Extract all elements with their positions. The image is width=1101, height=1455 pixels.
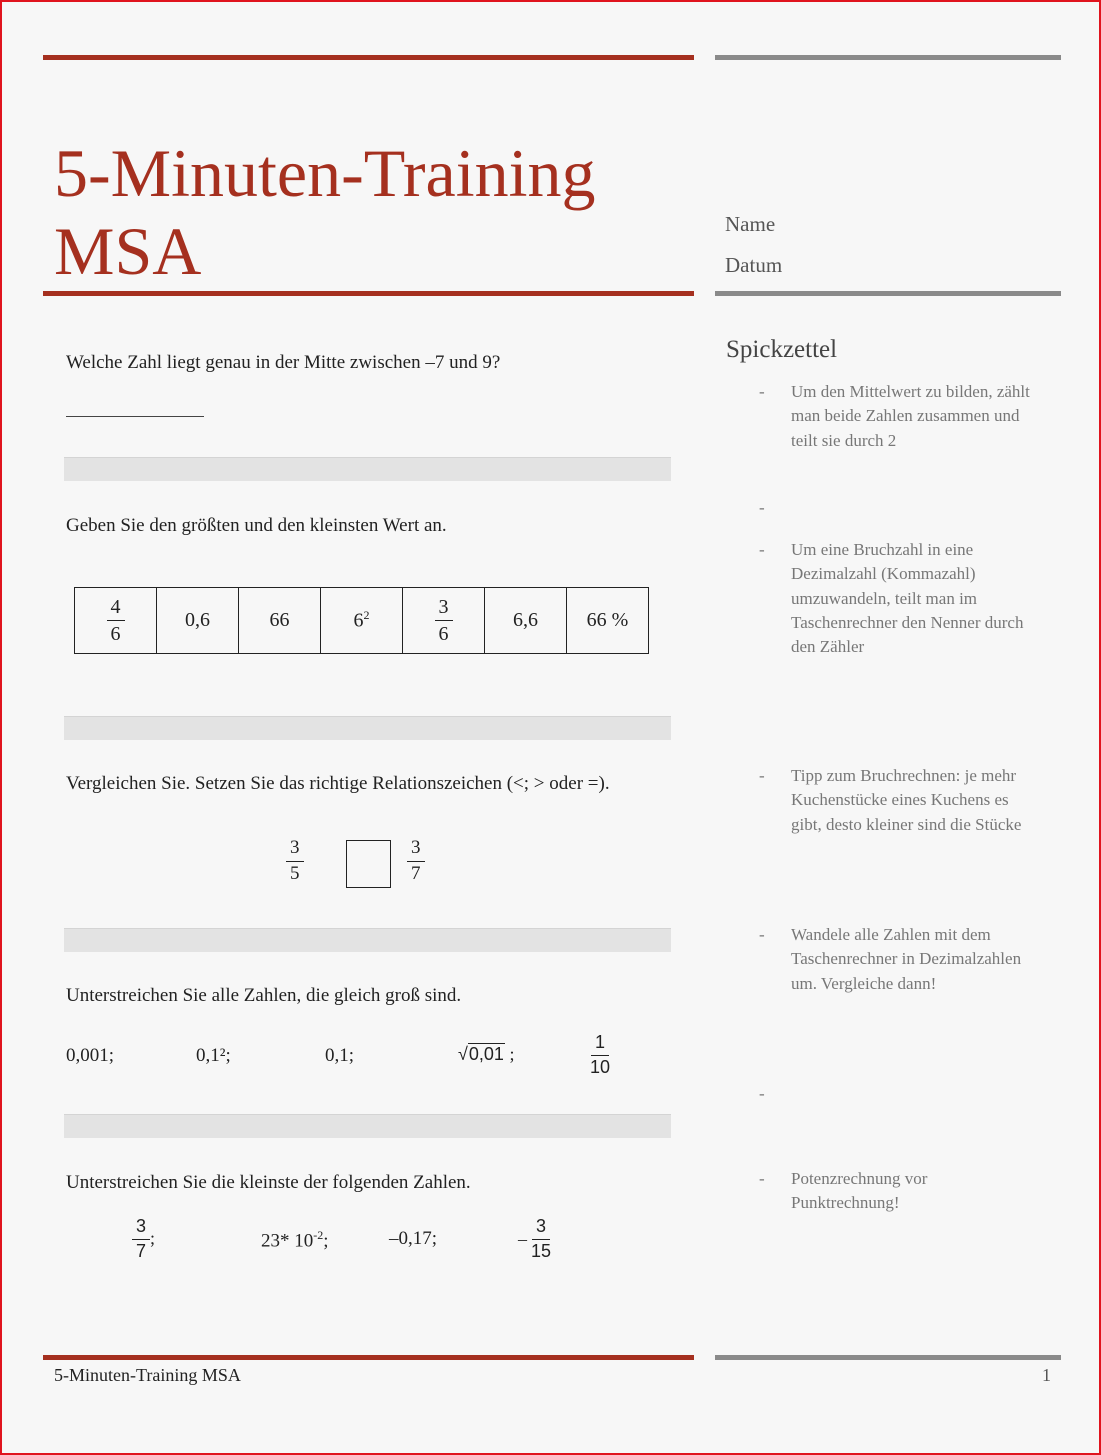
page-number: 1: [1042, 1365, 1051, 1385]
task-5-number-3[interactable]: –0,17;: [389, 1228, 438, 1249]
values-row: [75, 588, 649, 654]
root-sign: √: [458, 1044, 468, 1064]
value-cell-2[interactable]: 0,6: [157, 588, 239, 654]
task-separator-3: [64, 928, 671, 952]
task-1-answer-line[interactable]: [66, 416, 204, 417]
task-3-left-fraction: $\frac{3}{5}$: [286, 838, 304, 885]
task-4-number-3[interactable]: 0,1;: [325, 1045, 355, 1066]
value-cell-1[interactable]: [75, 588, 157, 654]
task-4-number-1[interactable]: 0,001;: [66, 1045, 115, 1066]
task-4-number-4[interactable]: √ 0,01 ;: [458, 1044, 515, 1064]
title-line-1: 5-Minuten-Training: [54, 135, 596, 211]
sidebar-bottom-rule: [715, 291, 1061, 296]
task-4-number-5[interactable]: $\frac{1}{10}$: [590, 1032, 611, 1077]
name-label: Name: [725, 212, 776, 236]
task-4-question: Unterstreichen Sie alle Zahlen, die gleich groß sind.: [66, 985, 462, 1006]
relation-answer-box[interactable]: [346, 840, 391, 888]
task-2-question: Geben Sie den größten und den kleinsten Wert an.: [66, 515, 447, 536]
footer-title: 5-Minuten-Training MSA: [54, 1365, 241, 1385]
task-5-number-4[interactable]: – $\frac{3}{15}$: [518, 1216, 552, 1261]
header-bottom-rule: [43, 291, 694, 296]
fraction: $\frac{4}{6}$: [107, 596, 125, 645]
value-cell-6[interactable]: 6,6: [485, 588, 567, 654]
title-line-2: MSA: [54, 213, 202, 289]
date-label: Datum: [725, 253, 783, 277]
task-1-question: Welche Zahl liegt genau in der Mitte zwischen –7 und 9?: [66, 352, 501, 373]
task-3-question: Vergleichen Sie. Setzen Sie das richtige Relationszeichen (<; > oder =).: [66, 773, 610, 794]
value-cell-4[interactable]: $6^2$: [321, 588, 403, 654]
values-table: [74, 587, 649, 654]
task-5-question: Unterstreichen Sie die kleinste der folgenden Zahlen.: [66, 1172, 471, 1193]
task-3-right-fraction: $\frac{3}{7}$: [407, 838, 425, 885]
fraction: $\frac{3}{6}$: [435, 596, 453, 645]
square-root: √ 0,01: [458, 1044, 504, 1064]
task-separator-1: [64, 457, 671, 481]
sidebar-top-rule: [715, 55, 1061, 60]
worksheet-page: 5-Minuten-Training MSA Name Datum Welche Zahl liegt genau in der Mitte zwischen –7 und 9? Geben Sie den größten und den kleinsten Wert an. $\frac{4}{6}$ 0,6 66 $6^2$ $\frac{3}{6}$ 6,6 66 % Vergleichen Sie. Setzen Sie das richtige Relationszeichen (<; > oder =). $\frac{3}{5}$ $\frac{3}{7}$ Unterstreichen Sie alle Zahlen, die gleich groß sind. 0,001; 0,1²; 0,1; √ 0,01 ; $\frac{1}{10}$ Unterstreichen Sie die kleinste der folgenden Zahlen. $\frac{3}{7}$ ; 23* $10^{-2}$; –0,17; – $\frac{3}{15}$ Spickzettel - Um den Mittelwert zu bilden, zählt man beide Zahlen zusammen und teilt sie durch 2 - - Um eine Bruchzahl in eine Dezimalzahl (Kommazahl) umzuwandeln, teilt man im Taschenrechner den Nenner durch den Zähler - Tipp zum Bruchrechnen: je mehr Kuchenstücke eines Kuchens es gibt, desto kleiner sind die Stücke - Wandele alle Zahlen mit dem Taschenrechner in Dezimalzahlen um. Vergleiche dann! - - Potenzrechnung vor Punktrechnung! 5-Minuten-Training MSA 1: [0, 0, 1101, 1455]
footer-rule: [43, 1355, 694, 1360]
value-cell-3[interactable]: 66: [239, 588, 321, 654]
task-4-number-2[interactable]: 0,1²;: [196, 1045, 231, 1066]
value-cell-7[interactable]: 66 %: [567, 588, 649, 654]
footer-sidebar-rule: [715, 1355, 1061, 1360]
header-top-rule: [43, 55, 694, 60]
task-5-number-1[interactable]: $\frac{3}{7}$ ;: [132, 1217, 155, 1262]
task-5-number-2[interactable]: 23* $10^{-2}$;: [261, 1228, 329, 1252]
value-cell-5[interactable]: [403, 588, 485, 654]
worksheet-title: [54, 134, 595, 290]
task-separator-4: [64, 1114, 671, 1138]
task-separator-2: [64, 716, 671, 740]
cheat-sheet-heading: Spickzettel: [726, 336, 838, 363]
